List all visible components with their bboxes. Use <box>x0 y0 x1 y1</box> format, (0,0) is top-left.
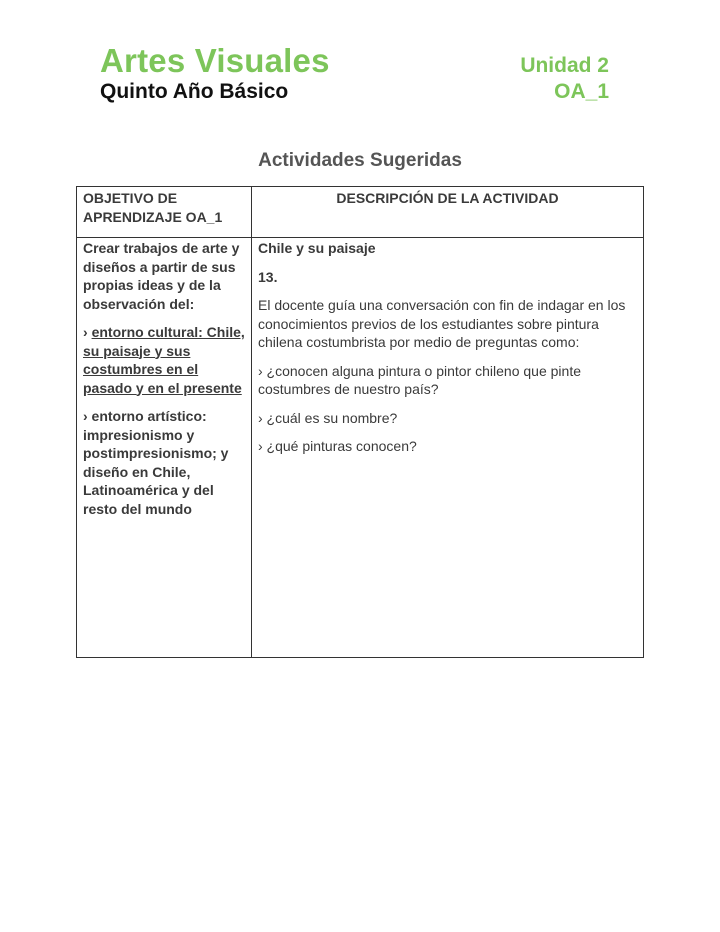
document-title: Artes Visuales <box>100 42 330 79</box>
objective-cell <box>77 238 252 658</box>
oa-label: OA_1 <box>554 80 609 103</box>
activity-cell <box>252 238 644 658</box>
activity-description: El docente guía una conversación con fin de indagar en los conocimientos previos de los estudiantes sobre pintura chilena costumbrista por medio de preguntas como: <box>258 297 626 350</box>
activity-title: Chile y su paisaje <box>258 240 376 256</box>
objective-item-cultural <box>83 323 245 397</box>
header-description: DESCRIPCIÓN DE LA ACTIVIDAD <box>252 187 644 238</box>
section-title: Actividades Sugeridas <box>258 150 462 171</box>
objective-intro: Crear trabajos de arte y diseños a partir de sus propias ideas y de la observación del: <box>83 240 240 312</box>
activity-question: › ¿conocen alguna pintura o pintor chileno que pinte costumbres de nuestro país? <box>258 362 581 397</box>
objective-item-cultural-text: entorno cultural: Chile, su paisaje y sus costumbres en el pasado y en el presente <box>83 324 245 396</box>
unit-label: Unidad 2 <box>520 54 609 77</box>
activity-number: 13. <box>258 268 278 285</box>
activity-question: › ¿cuál es su nombre? <box>258 409 398 426</box>
document-subtitle: Quinto Año Básico <box>100 80 289 103</box>
table-row <box>77 238 644 658</box>
objective-item-artistic: › entorno artístico: impresionismo y postimpresionismo; y diseño en Chile, Latinoamérica y del resto del mundo <box>83 408 229 517</box>
table-header-row <box>77 187 644 238</box>
bullet-marker: › <box>83 324 92 340</box>
activities-table <box>76 186 644 658</box>
header-objective: OBJETIVO DE APRENDIZAJE OA_1 <box>77 187 252 238</box>
activity-question: › ¿qué pinturas conocen? <box>258 438 417 454</box>
